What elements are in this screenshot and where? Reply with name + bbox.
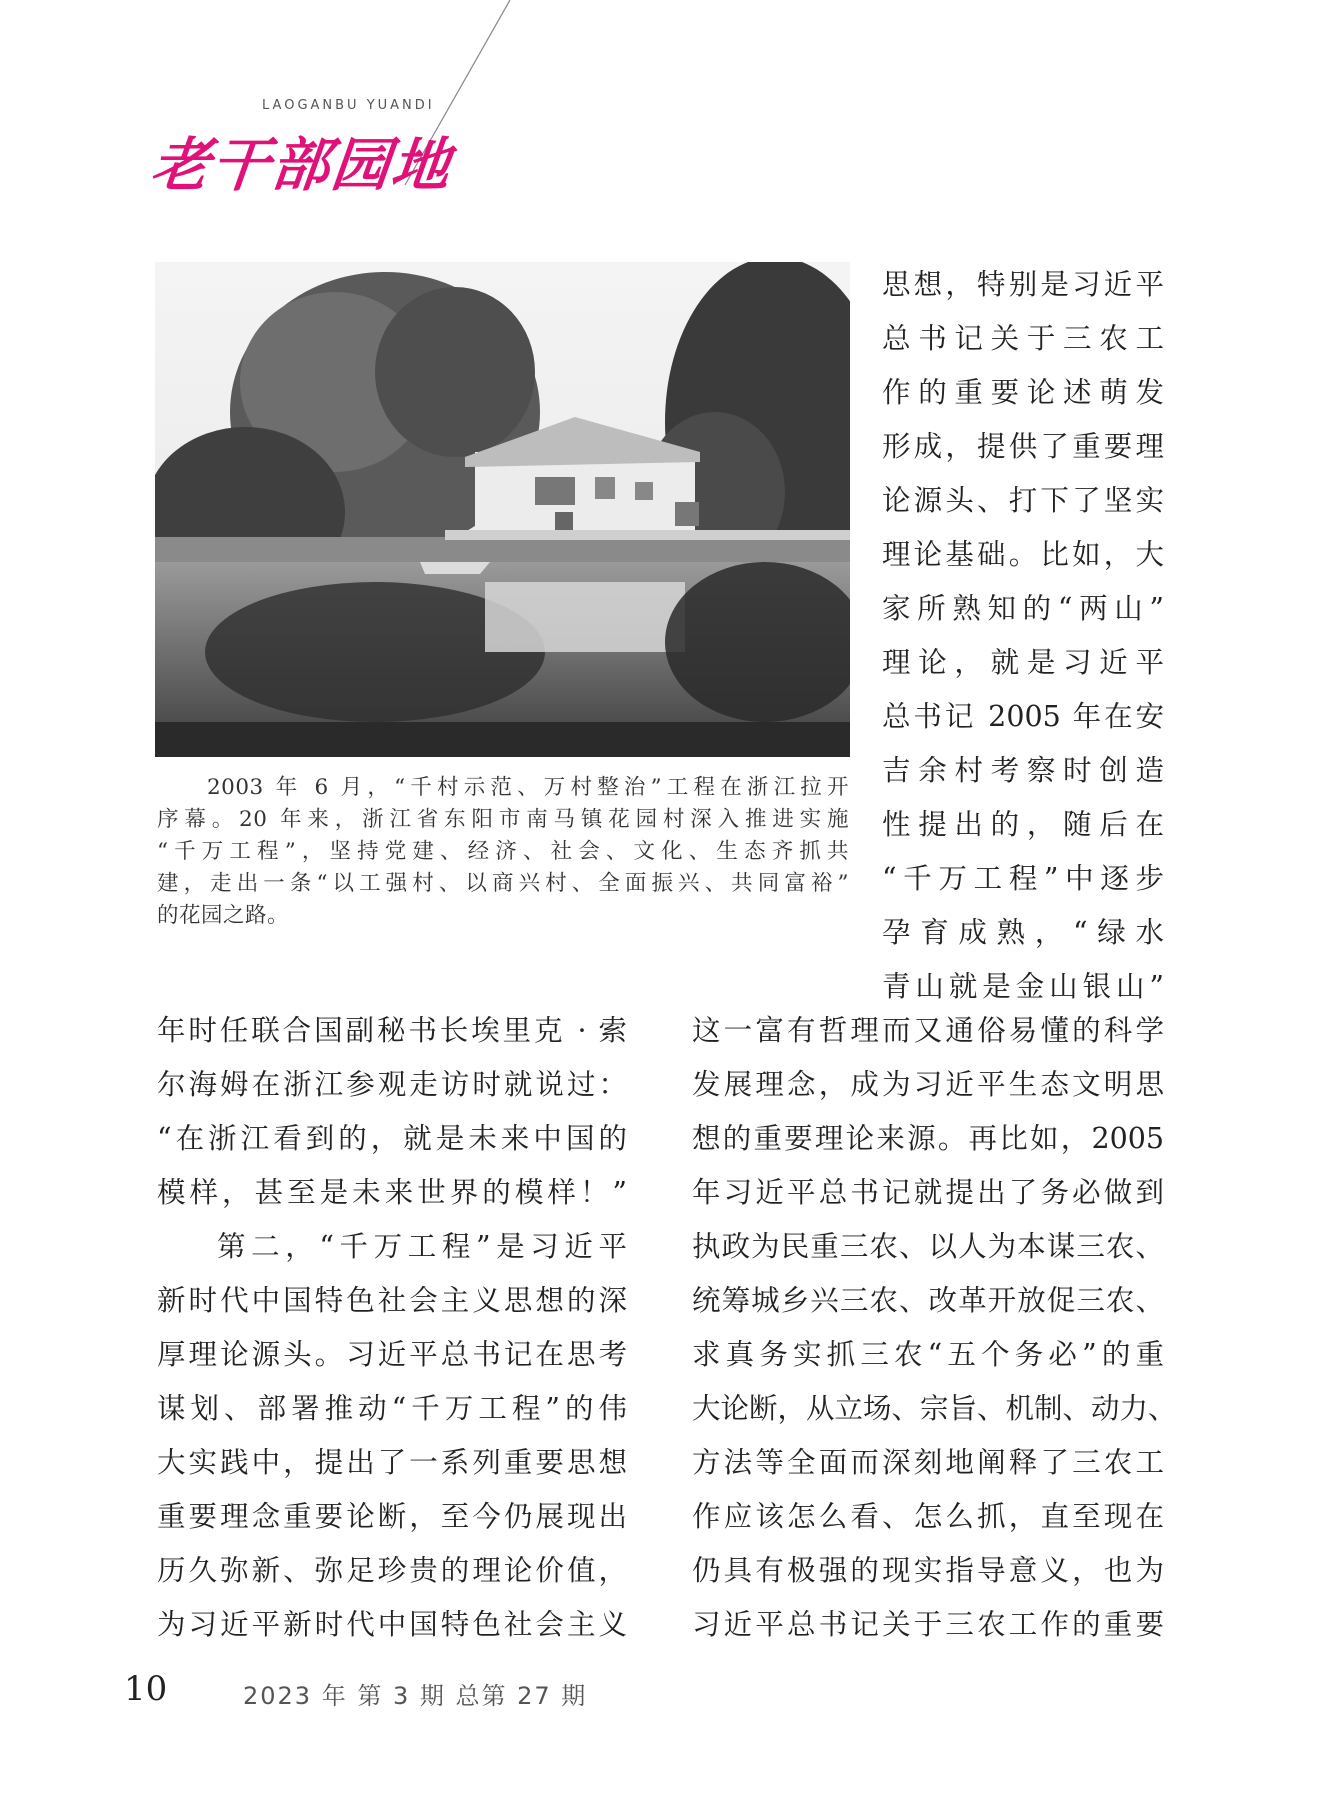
text-line: 模样，甚至是未来世界的模样！” — [157, 1176, 627, 1209]
text-line: 为习近平新时代中国特色社会主义 — [157, 1608, 627, 1641]
text-line: 思想，特别是习近平 — [882, 268, 1164, 301]
text-line: 作的重要论述萌发 — [882, 376, 1164, 409]
caption-line: “千万工程”，坚持党建、经济、社会、文化、生态齐抓共 — [157, 839, 849, 864]
text-line: 第二，“千万工程”是习近平 — [217, 1230, 627, 1263]
text-line: 理论基础。比如，大 — [882, 538, 1164, 571]
photo-caption — [157, 772, 849, 932]
body-column-right-top — [882, 258, 1164, 1014]
text-line: “千万工程”中逐步 — [882, 862, 1164, 895]
text-line: 作应该怎么看、怎么抓，直至现在 — [692, 1500, 1164, 1533]
text-line: 论源头、打下了坚实 — [882, 484, 1164, 517]
masthead-logo: 老干部园地 — [147, 131, 456, 199]
text-line: “在浙江看到的，就是未来中国的 — [157, 1122, 627, 1155]
text-line: 求真务实抓三农“五个务必”的重 — [692, 1338, 1164, 1371]
body-column-right — [692, 1004, 1177, 1652]
text-line: 理论，就是习近平 — [882, 646, 1164, 679]
text-line: 性提出的，随后在 — [882, 808, 1164, 841]
text-line: 形成，提供了重要理 — [882, 430, 1164, 463]
text-line: 这一富有哲理而又通俗易懂的科学 — [692, 1014, 1164, 1047]
text-line: 统筹城乡兴三农、改革开放促三农、 — [692, 1284, 1164, 1317]
issue-info: 2023 年 第 3 期 总第 27 期 — [243, 1682, 588, 1710]
text-line: 历久弥新、弥足珍贵的理论价值， — [157, 1554, 627, 1587]
text-line: 孕育成熟，“绿水 — [882, 916, 1164, 949]
text-line: 吉余村考察时创造 — [882, 754, 1164, 787]
page-number: 10 — [124, 1669, 168, 1709]
text-line: 总书记关于三农工 — [882, 322, 1164, 355]
caption-line: 建，走出一条“以工强村、以商兴村、全面振兴、共同富裕” — [157, 871, 849, 896]
text-line: 仍具有极强的现实指导意义，也为 — [692, 1554, 1164, 1587]
text-line: 厚理论源头。习近平总书记在思考 — [157, 1338, 627, 1371]
article-photo — [155, 262, 850, 757]
text-line: 重要理念重要论断，至今仍展现出 — [157, 1500, 627, 1533]
caption-line: 序幕。20 年来，浙江省东阳市南马镇花园村深入推进实施 — [157, 807, 849, 832]
body-column-left — [157, 1004, 627, 1652]
text-line: 青山就是金山银山” — [882, 970, 1164, 1003]
text-line: 习近平总书记关于三农工作的重要 — [692, 1608, 1164, 1641]
text-line: 方法等全面而深刻地阐释了三农工 — [692, 1446, 1164, 1479]
text-line: 年时任联合国副秘书长埃里克 · 索 — [157, 1014, 627, 1047]
masthead-latin: LAOGANBU YUANDI — [262, 98, 435, 113]
text-line: 尔海姆在浙江参观走访时就说过： — [157, 1068, 627, 1101]
caption-line: 2003 年 6 月，“千村示范、万村整治”工程在浙江拉开 — [207, 775, 849, 800]
text-line: 新时代中国特色社会主义思想的深 — [157, 1284, 627, 1317]
text-line: 总书记 2005 年在安 — [882, 700, 1164, 733]
caption-line: 的花园之路。 — [157, 903, 290, 928]
text-line: 年习近平总书记就提出了务必做到 — [692, 1176, 1164, 1209]
text-line: 大论断，从立场、宗旨、机制、动力、 — [692, 1392, 1177, 1425]
text-line: 想的重要理论来源。再比如，2005 — [692, 1122, 1164, 1155]
text-line: 发展理念，成为习近平生态文明思 — [692, 1068, 1164, 1101]
text-line: 家所熟知的“两山” — [882, 592, 1164, 625]
text-line: 执政为民重三农、以人为本谋三农、 — [692, 1230, 1164, 1263]
text-line: 大实践中，提出了一系列重要思想 — [157, 1446, 627, 1479]
text-line: 谋划、部署推动“千万工程”的伟 — [157, 1392, 627, 1425]
